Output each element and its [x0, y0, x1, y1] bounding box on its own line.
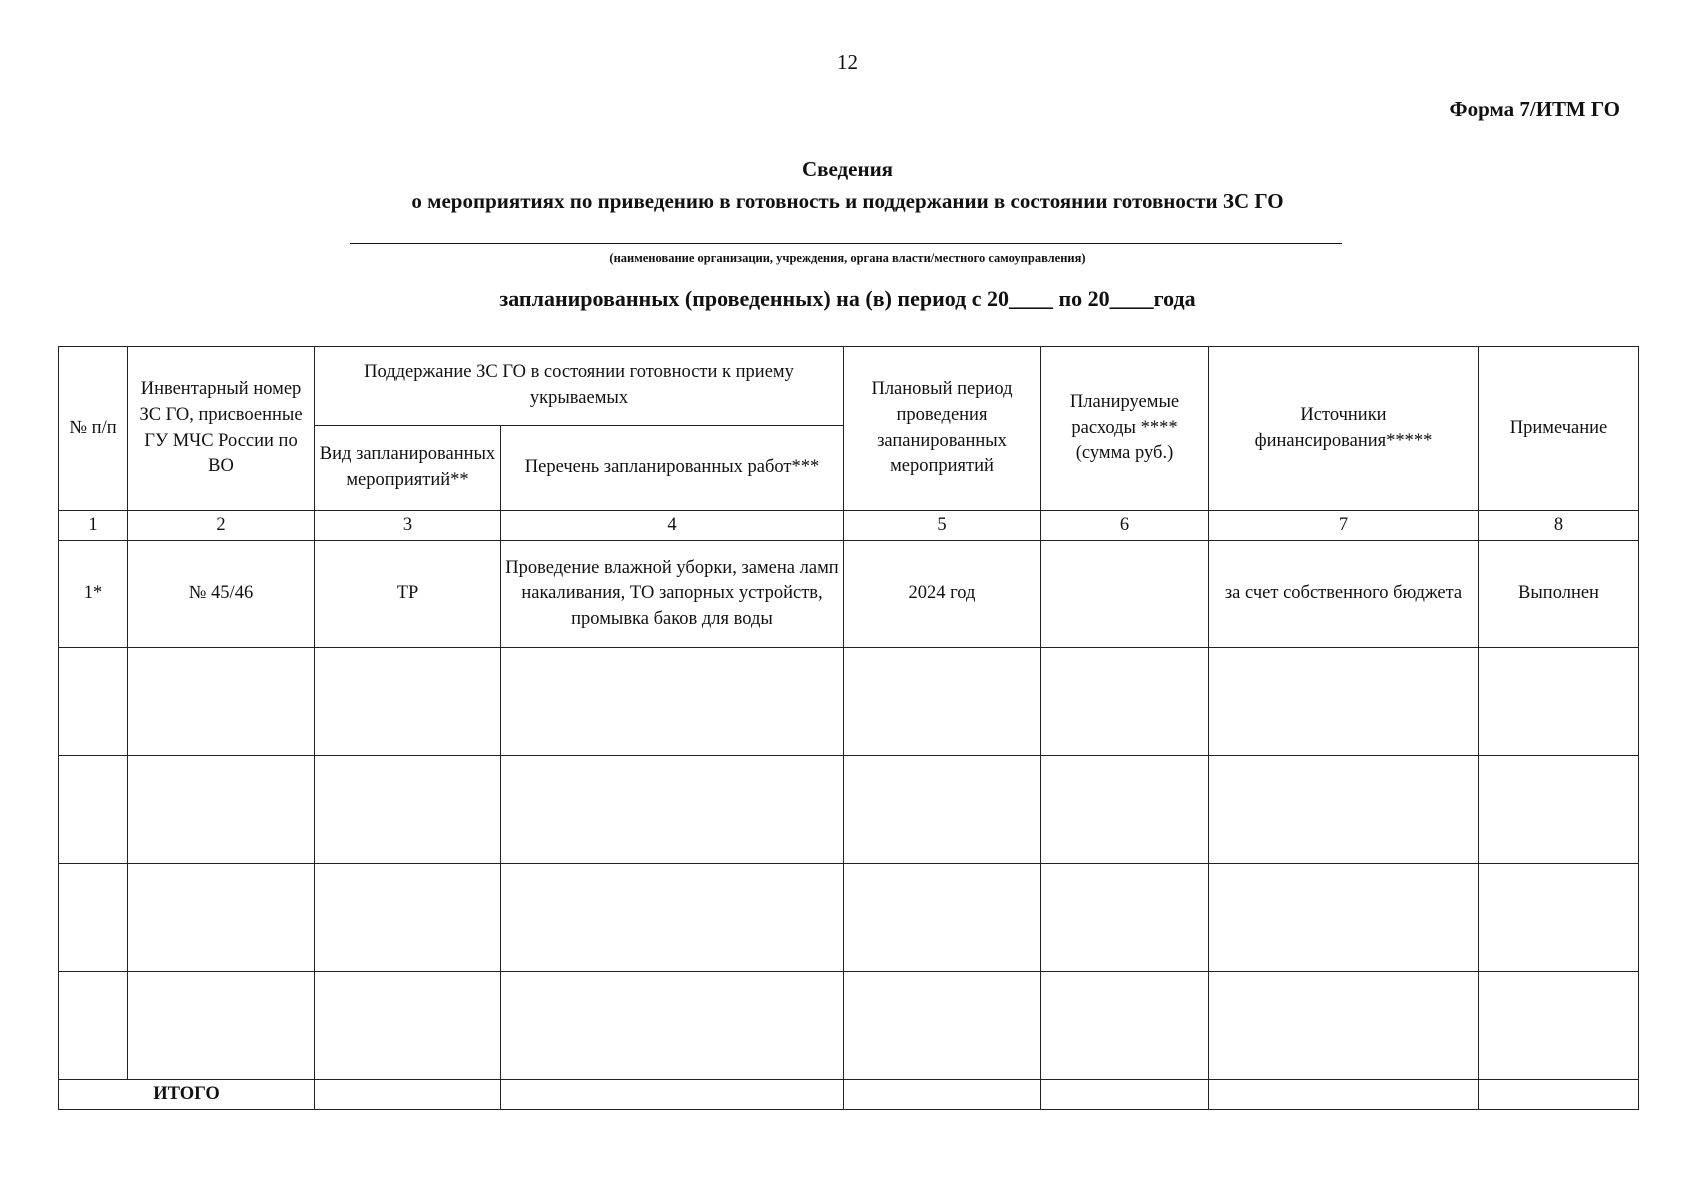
empty-cell	[1209, 756, 1479, 864]
empty-cell	[501, 648, 844, 756]
cell-source: за счет собственного бюджета	[1209, 541, 1479, 648]
empty-cell	[59, 756, 128, 864]
organization-caption: (наименование организации, учреждения, органа власти/местного самоуправления)	[609, 251, 1086, 265]
empty-cell	[1209, 1080, 1479, 1110]
header-group-maintenance: Поддержание ЗС ГО в состоянии готовности к приему укрываемых	[315, 347, 844, 426]
empty-cell	[844, 972, 1041, 1080]
empty-cell	[315, 972, 501, 1080]
empty-cell	[59, 648, 128, 756]
empty-cell	[59, 972, 128, 1080]
cell-works: Проведение влажной уборки, замена ламп накаливания, ТО запорных устройств, промывка баков для воды	[501, 541, 844, 648]
cell-cost	[1041, 541, 1209, 648]
total-row	[59, 1080, 1639, 1110]
empty-cell	[128, 972, 315, 1080]
cell-period: 2024 год	[844, 541, 1041, 648]
empty-cell	[315, 1080, 501, 1110]
header-col-num: № п/п	[59, 347, 128, 511]
empty-cell	[501, 1080, 844, 1110]
total-label: ИТОГО	[59, 1080, 315, 1110]
column-numbers-row	[59, 511, 1639, 541]
header-col-inventory: Инвентарный номер ЗС ГО, присвоенные ГУ МЧС России по ВО	[128, 347, 315, 511]
column-number: 2	[128, 511, 315, 541]
page-number: 12	[837, 50, 858, 74]
empty-cell	[1479, 864, 1639, 972]
empty-cell	[501, 864, 844, 972]
organization-name-line	[350, 243, 1342, 244]
header-col-source: Источники финансирования*****	[1209, 347, 1479, 511]
empty-row	[59, 864, 1639, 972]
empty-cell	[1479, 648, 1639, 756]
table-row	[59, 541, 1639, 648]
measures-table	[58, 346, 1639, 1110]
empty-cell	[1209, 864, 1479, 972]
empty-cell	[315, 756, 501, 864]
empty-cell	[59, 864, 128, 972]
form-id: Форма 7/ИТМ ГО	[1449, 97, 1620, 121]
empty-cell	[1041, 648, 1209, 756]
document-heading: Сведения	[801, 157, 894, 181]
empty-cell	[844, 648, 1041, 756]
empty-cell	[844, 864, 1041, 972]
cell-num: 1*	[59, 541, 128, 648]
empty-cell	[844, 1080, 1041, 1110]
cell-note: Выполнен	[1479, 541, 1639, 648]
column-number: 1	[59, 511, 128, 541]
cell-type: ТР	[315, 541, 501, 648]
empty-row	[59, 756, 1639, 864]
empty-cell	[1479, 1080, 1639, 1110]
column-number: 6	[1041, 511, 1209, 541]
header-col-type: Вид запланированных мероприятий**	[315, 426, 501, 511]
header-row-top	[59, 347, 1639, 426]
column-number: 8	[1479, 511, 1639, 541]
empty-cell	[501, 756, 844, 864]
empty-cell	[128, 864, 315, 972]
column-number: 7	[1209, 511, 1479, 541]
empty-cell	[1041, 864, 1209, 972]
column-number: 4	[501, 511, 844, 541]
empty-row	[59, 972, 1639, 1080]
empty-cell	[501, 972, 844, 1080]
period-line: запланированных (проведенных) на (в) период с 20____ по 20____года	[499, 286, 1196, 311]
empty-cell	[128, 756, 315, 864]
column-number: 5	[844, 511, 1041, 541]
header-col-works: Перечень запланированных работ***	[501, 426, 844, 511]
empty-cell	[844, 756, 1041, 864]
empty-cell	[315, 648, 501, 756]
empty-cell	[1041, 972, 1209, 1080]
empty-cell	[1041, 1080, 1209, 1110]
cell-inventory: № 45/46	[128, 541, 315, 648]
empty-cell	[1479, 756, 1639, 864]
empty-row	[59, 648, 1639, 756]
header-col-cost: Планируемые расходы **** (сумма руб.)	[1041, 347, 1209, 511]
empty-cell	[128, 648, 315, 756]
header-col-note: Примечание	[1479, 347, 1639, 511]
empty-cell	[1041, 756, 1209, 864]
empty-cell	[1209, 648, 1479, 756]
empty-cell	[1209, 972, 1479, 1080]
document-subheading: о мероприятиях по приведению в готовность и поддержании в состоянии готовности ЗС ГО	[411, 189, 1284, 213]
column-number: 3	[315, 511, 501, 541]
header-col-period: Плановый период проведения запанированных мероприятий	[844, 347, 1041, 511]
empty-cell	[315, 864, 501, 972]
empty-cell	[1479, 972, 1639, 1080]
